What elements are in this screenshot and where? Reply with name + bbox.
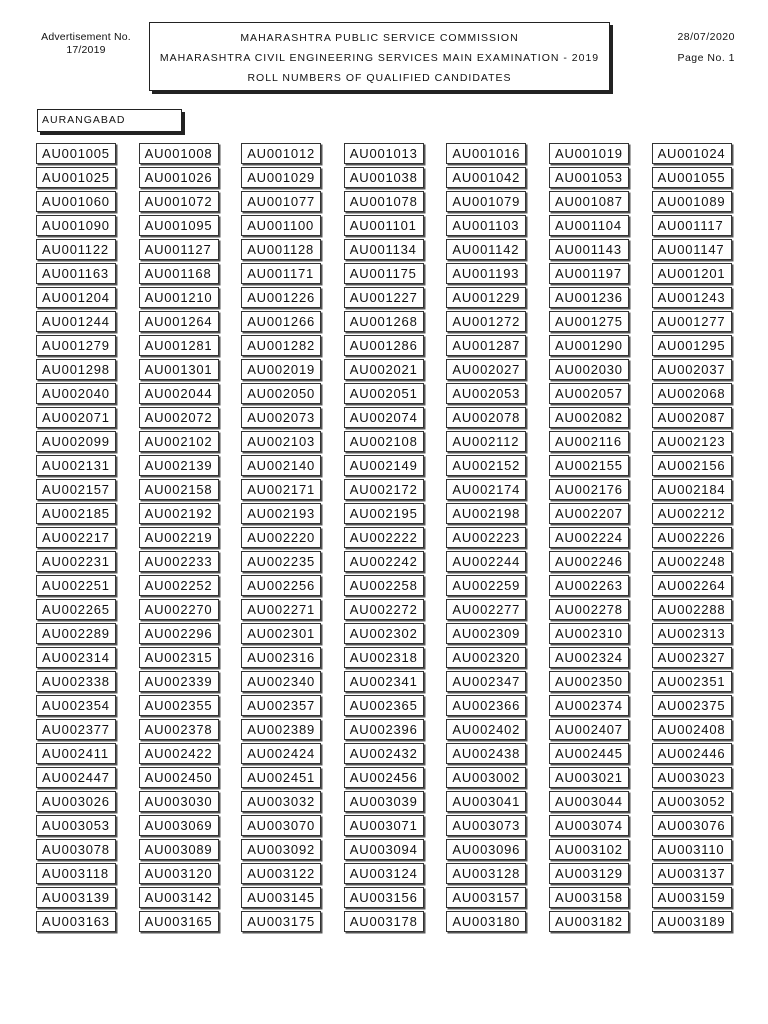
roll-number-cell: AU002310	[549, 623, 629, 644]
roll-number-cell: AU003089	[139, 839, 219, 860]
roll-number-cell: AU003071	[344, 815, 424, 836]
roll-number-cell: AU001229	[446, 287, 526, 308]
advertisement-value: 17/2019	[66, 44, 106, 56]
roll-number-cell: AU003074	[549, 815, 629, 836]
roll-number-cell: AU003044	[549, 791, 629, 812]
roll-number-cell: AU002366	[446, 695, 526, 716]
roll-number-cell: AU001244	[36, 311, 116, 332]
roll-number-cell: AU002396	[344, 719, 424, 740]
roll-number-cell: AU001147	[652, 239, 732, 260]
roll-number-cell: AU001210	[139, 287, 219, 308]
roll-number-cell: AU001100	[241, 215, 321, 236]
roll-number-cell: AU002316	[241, 647, 321, 668]
roll-number-cell: AU001286	[344, 335, 424, 356]
roll-number-cell: AU003078	[36, 839, 116, 860]
roll-number-cell: AU002447	[36, 767, 116, 788]
roll-number-cell: AU002288	[652, 599, 732, 620]
roll-number-cell: AU002131	[36, 455, 116, 476]
roll-number-cell: AU003159	[652, 887, 732, 908]
page-number: Page No. 1	[677, 52, 735, 64]
roll-number-cell: AU001301	[139, 359, 219, 380]
roll-number-cell: AU002258	[344, 575, 424, 596]
roll-number-cell: AU001026	[139, 167, 219, 188]
roll-number-cell: AU002402	[446, 719, 526, 740]
roll-number-cell: AU002320	[446, 647, 526, 668]
roll-number-cell: AU002068	[652, 383, 732, 404]
roll-number-cell: AU002301	[241, 623, 321, 644]
roll-number-cell: AU002256	[241, 575, 321, 596]
roll-number-cell: AU001019	[549, 143, 629, 164]
roll-number-cell: AU002272	[344, 599, 424, 620]
roll-number-cell: AU003092	[241, 839, 321, 860]
roll-number-cell: AU003070	[241, 815, 321, 836]
roll-number-cell: AU001201	[652, 263, 732, 284]
roll-number-cell: AU003124	[344, 863, 424, 884]
roll-number-cell: AU003142	[139, 887, 219, 908]
roll-number-cell: AU001204	[36, 287, 116, 308]
roll-number-cell: AU003189	[652, 911, 732, 932]
roll-number-cell: AU002027	[446, 359, 526, 380]
roll-number-cell: AU003129	[549, 863, 629, 884]
roll-number-cell: AU001298	[36, 359, 116, 380]
roll-number-cell: AU001168	[139, 263, 219, 284]
roll-number-cell: AU002184	[652, 479, 732, 500]
roll-number-cell: AU001227	[344, 287, 424, 308]
roll-number-cell: AU002264	[652, 575, 732, 596]
roll-number-cell: AU002157	[36, 479, 116, 500]
roll-number-cell: AU003120	[139, 863, 219, 884]
roll-number-cell: AU002072	[139, 407, 219, 428]
roll-number-cell: AU002073	[241, 407, 321, 428]
examination-title: MAHARASHTRA CIVIL ENGINEERING SERVICES MAIN EXAMINATION - 2019	[159, 52, 600, 64]
roll-number-cell: AU003122	[241, 863, 321, 884]
roll-number-cell: AU002375	[652, 695, 732, 716]
exam-centre-label: AURANGABAD	[37, 109, 182, 132]
roll-number-cell: AU002057	[549, 383, 629, 404]
roll-number-cell: AU003032	[241, 791, 321, 812]
roll-number-cell: AU001163	[36, 263, 116, 284]
roll-number-cell: AU001029	[241, 167, 321, 188]
roll-number-cell: AU003157	[446, 887, 526, 908]
roll-number-cell: AU003156	[344, 887, 424, 908]
roll-number-cell: AU002074	[344, 407, 424, 428]
roll-number-cell: AU003069	[139, 815, 219, 836]
roll-number-cell: AU002296	[139, 623, 219, 644]
roll-number-cell: AU003128	[446, 863, 526, 884]
roll-number-cell: AU001042	[446, 167, 526, 188]
roll-number-cell: AU002422	[139, 743, 219, 764]
roll-number-cell: AU002324	[549, 647, 629, 668]
roll-number-cell: AU003041	[446, 791, 526, 812]
roll-number-cell: AU002242	[344, 551, 424, 572]
roll-number-cell: AU002339	[139, 671, 219, 692]
roll-number-cell: AU002192	[139, 503, 219, 524]
roll-number-cell: AU002040	[36, 383, 116, 404]
roll-number-cell: AU001060	[36, 191, 116, 212]
roll-number-cell: AU002432	[344, 743, 424, 764]
roll-number-cell: AU002139	[139, 455, 219, 476]
roll-number-cell: AU001243	[652, 287, 732, 308]
roll-number-cell: AU002050	[241, 383, 321, 404]
roll-number-cell: AU002407	[549, 719, 629, 740]
roll-number-cell: AU001024	[652, 143, 732, 164]
roll-number-cell: AU002251	[36, 575, 116, 596]
roll-number-cell: AU001013	[344, 143, 424, 164]
roll-number-cell: AU002313	[652, 623, 732, 644]
roll-number-cell: AU001117	[652, 215, 732, 236]
roll-number-cell: AU002224	[549, 527, 629, 548]
roll-number-cell: AU001087	[549, 191, 629, 212]
roll-number-cell: AU002259	[446, 575, 526, 596]
roll-number-cell: AU002193	[241, 503, 321, 524]
roll-number-cell: AU002082	[549, 407, 629, 428]
roll-number-cell: AU002354	[36, 695, 116, 716]
roll-number-cell: AU002278	[549, 599, 629, 620]
roll-number-cell: AU001008	[139, 143, 219, 164]
roll-number-cell: AU002223	[446, 527, 526, 548]
roll-number-cell: AU002315	[139, 647, 219, 668]
roll-number-cell: AU002171	[241, 479, 321, 500]
roll-number-cell: AU002112	[446, 431, 526, 452]
roll-number-cell: AU001275	[549, 311, 629, 332]
roll-number-cell: AU002051	[344, 383, 424, 404]
roll-number-cell: AU001053	[549, 167, 629, 188]
roll-number-cell: AU002044	[139, 383, 219, 404]
roll-number-cell: AU002140	[241, 455, 321, 476]
roll-number-cell: AU001143	[549, 239, 629, 260]
roll-number-cell: AU002338	[36, 671, 116, 692]
roll-number-cell: AU001295	[652, 335, 732, 356]
roll-number-cell: AU003139	[36, 887, 116, 908]
roll-number-cell: AU003182	[549, 911, 629, 932]
roll-number-cell: AU003163	[36, 911, 116, 932]
roll-number-cell: AU002374	[549, 695, 629, 716]
roll-number-cell: AU002378	[139, 719, 219, 740]
roll-number-cell: AU001171	[241, 263, 321, 284]
roll-number-cell: AU001122	[36, 239, 116, 260]
roll-number-cell: AU002103	[241, 431, 321, 452]
commission-title: MAHARASHTRA PUBLIC SERVICE COMMISSION	[240, 32, 519, 44]
roll-number-cell: AU003118	[36, 863, 116, 884]
roll-number-cell: AU002156	[652, 455, 732, 476]
roll-number-cell: AU001079	[446, 191, 526, 212]
roll-number-cell: AU002078	[446, 407, 526, 428]
roll-number-cell: AU002357	[241, 695, 321, 716]
roll-number-cell: AU002220	[241, 527, 321, 548]
roll-number-cell: AU002450	[139, 767, 219, 788]
roll-number-cell: AU002289	[36, 623, 116, 644]
roll-number-cell: AU002377	[36, 719, 116, 740]
roll-number-cell: AU002302	[344, 623, 424, 644]
roll-number-cell: AU002340	[241, 671, 321, 692]
roll-number-cell: AU003002	[446, 767, 526, 788]
roll-number-cell: AU001095	[139, 215, 219, 236]
roll-number-cell: AU003178	[344, 911, 424, 932]
roll-number-cell: AU002207	[549, 503, 629, 524]
roll-number-cell: AU001197	[549, 263, 629, 284]
roll-number-cell: AU002252	[139, 575, 219, 596]
roll-number-cell: AU003096	[446, 839, 526, 860]
roll-number-cell: AU002248	[652, 551, 732, 572]
roll-number-cell: AU001078	[344, 191, 424, 212]
roll-number-cell: AU001277	[652, 311, 732, 332]
roll-number-cell: AU002123	[652, 431, 732, 452]
roll-number-cell: AU003039	[344, 791, 424, 812]
roll-number-cell: AU003026	[36, 791, 116, 812]
roll-number-cell: AU003145	[241, 887, 321, 908]
roll-number-cell: AU001055	[652, 167, 732, 188]
advertisement-label: Advertisement No.	[41, 31, 131, 43]
roll-number-cell: AU002155	[549, 455, 629, 476]
roll-number-cell: AU001016	[446, 143, 526, 164]
roll-number-cell: AU001279	[36, 335, 116, 356]
roll-number-cell: AU002053	[446, 383, 526, 404]
roll-number-cell: AU002244	[446, 551, 526, 572]
roll-number-cell: AU001175	[344, 263, 424, 284]
roll-number-cell: AU001282	[241, 335, 321, 356]
roll-number-cell: AU001264	[139, 311, 219, 332]
roll-number-cell: AU001290	[549, 335, 629, 356]
roll-number-cell: AU002226	[652, 527, 732, 548]
roll-number-cell: AU002037	[652, 359, 732, 380]
roll-number-cell: AU001193	[446, 263, 526, 284]
roll-number-cell: AU002456	[344, 767, 424, 788]
roll-number-cell: AU002347	[446, 671, 526, 692]
roll-number-cell: AU002451	[241, 767, 321, 788]
roll-number-cell: AU001104	[549, 215, 629, 236]
roll-number-grid	[36, 143, 732, 932]
roll-number-cell: AU001101	[344, 215, 424, 236]
roll-number-cell: AU002314	[36, 647, 116, 668]
roll-number-cell: AU002071	[36, 407, 116, 428]
roll-number-cell: AU002030	[549, 359, 629, 380]
roll-number-cell: AU003021	[549, 767, 629, 788]
roll-number-cell: AU002116	[549, 431, 629, 452]
roll-number-cell: AU002087	[652, 407, 732, 428]
roll-number-cell: AU001128	[241, 239, 321, 260]
roll-number-cell: AU003137	[652, 863, 732, 884]
roll-number-cell: AU003094	[344, 839, 424, 860]
roll-number-cell: AU002233	[139, 551, 219, 572]
advertisement-number	[30, 31, 142, 57]
roll-number-cell: AU001236	[549, 287, 629, 308]
roll-number-cell: AU001226	[241, 287, 321, 308]
roll-number-cell: AU001005	[36, 143, 116, 164]
roll-number-cell: AU002019	[241, 359, 321, 380]
roll-number-cell: AU001090	[36, 215, 116, 236]
roll-number-cell: AU002270	[139, 599, 219, 620]
roll-number-cell: AU002174	[446, 479, 526, 500]
roll-number-cell: AU001268	[344, 311, 424, 332]
roll-number-cell: AU002309	[446, 623, 526, 644]
roll-number-cell: AU002099	[36, 431, 116, 452]
roll-number-cell: AU003175	[241, 911, 321, 932]
roll-number-cell: AU002389	[241, 719, 321, 740]
roll-number-cell: AU001142	[446, 239, 526, 260]
roll-number-cell: AU003110	[652, 839, 732, 860]
roll-number-cell: AU002445	[549, 743, 629, 764]
roll-number-cell: AU002219	[139, 527, 219, 548]
roll-number-cell: AU002108	[344, 431, 424, 452]
title-box	[149, 22, 610, 91]
roll-number-cell: AU002365	[344, 695, 424, 716]
roll-number-cell: AU002212	[652, 503, 732, 524]
roll-number-cell: AU001012	[241, 143, 321, 164]
roll-number-cell: AU002265	[36, 599, 116, 620]
publish-date: 28/07/2020	[677, 31, 735, 43]
roll-number-cell: AU002424	[241, 743, 321, 764]
roll-number-cell: AU003073	[446, 815, 526, 836]
roll-number-cell: AU002185	[36, 503, 116, 524]
roll-number-cell: AU002246	[549, 551, 629, 572]
roll-number-cell: AU001272	[446, 311, 526, 332]
roll-number-cell: AU002277	[446, 599, 526, 620]
list-title: ROLL NUMBERS OF QUALIFIED CANDIDATES	[247, 72, 512, 84]
roll-number-cell: AU001281	[139, 335, 219, 356]
roll-number-cell: AU002355	[139, 695, 219, 716]
roll-number-cell: AU002327	[652, 647, 732, 668]
roll-number-cell: AU002222	[344, 527, 424, 548]
roll-number-cell: AU002446	[652, 743, 732, 764]
roll-number-cell: AU003023	[652, 767, 732, 788]
roll-number-cell: AU001072	[139, 191, 219, 212]
roll-number-cell: AU002438	[446, 743, 526, 764]
roll-number-cell: AU003165	[139, 911, 219, 932]
roll-number-cell: AU003052	[652, 791, 732, 812]
roll-number-cell: AU002021	[344, 359, 424, 380]
roll-number-cell: AU003180	[446, 911, 526, 932]
roll-number-cell: AU001038	[344, 167, 424, 188]
roll-number-cell: AU002152	[446, 455, 526, 476]
roll-number-cell: AU002217	[36, 527, 116, 548]
roll-number-cell: AU002176	[549, 479, 629, 500]
roll-number-cell: AU002235	[241, 551, 321, 572]
roll-number-cell: AU001077	[241, 191, 321, 212]
roll-number-cell: AU002408	[652, 719, 732, 740]
roll-number-cell: AU002102	[139, 431, 219, 452]
roll-number-cell: AU002158	[139, 479, 219, 500]
roll-number-cell: AU002263	[549, 575, 629, 596]
roll-number-cell: AU002351	[652, 671, 732, 692]
roll-number-cell: AU002350	[549, 671, 629, 692]
roll-number-cell: AU001025	[36, 167, 116, 188]
roll-number-cell: AU002271	[241, 599, 321, 620]
roll-number-cell: AU002198	[446, 503, 526, 524]
roll-number-cell: AU003053	[36, 815, 116, 836]
roll-number-cell: AU003076	[652, 815, 732, 836]
roll-number-cell: AU002341	[344, 671, 424, 692]
roll-number-cell: AU003030	[139, 791, 219, 812]
roll-number-cell: AU001134	[344, 239, 424, 260]
roll-number-cell: AU001287	[446, 335, 526, 356]
roll-number-cell: AU001127	[139, 239, 219, 260]
roll-number-cell: AU002318	[344, 647, 424, 668]
roll-number-cell: AU002195	[344, 503, 424, 524]
roll-number-cell: AU002231	[36, 551, 116, 572]
roll-number-cell: AU002411	[36, 743, 116, 764]
roll-number-cell: AU001266	[241, 311, 321, 332]
roll-number-cell: AU002172	[344, 479, 424, 500]
roll-number-cell: AU003102	[549, 839, 629, 860]
roll-number-cell: AU002149	[344, 455, 424, 476]
roll-number-cell: AU003158	[549, 887, 629, 908]
roll-number-cell: AU001103	[446, 215, 526, 236]
roll-number-cell: AU001089	[652, 191, 732, 212]
